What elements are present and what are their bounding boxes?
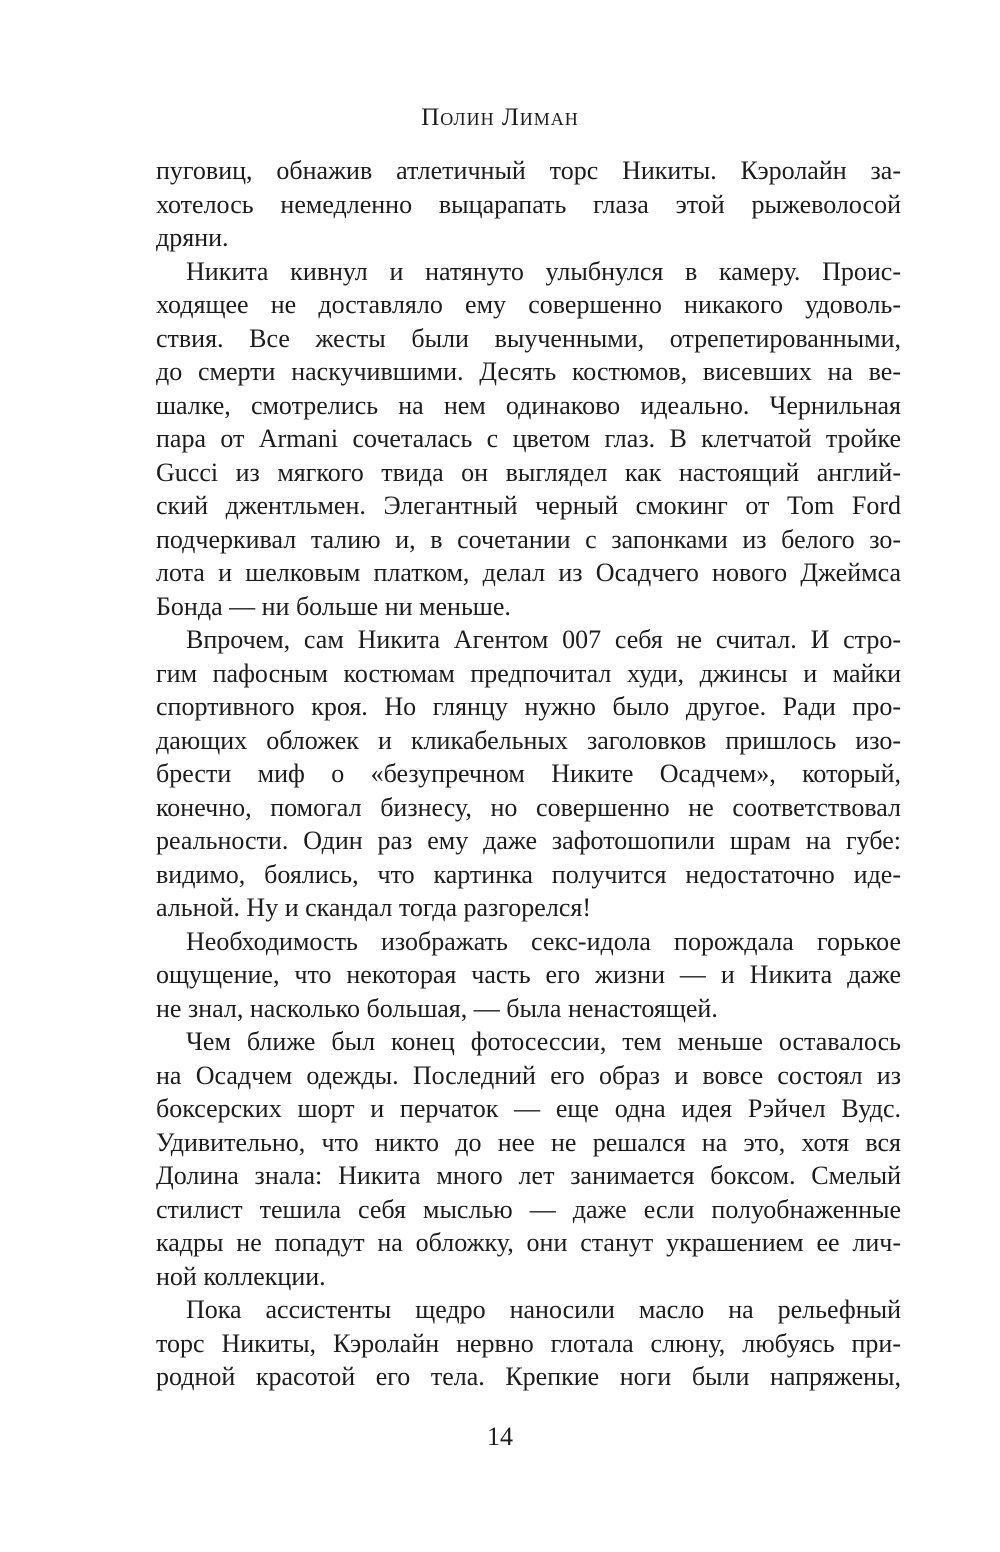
text-line: реальности. Один раз ему даже зафотошопили шрам на губе: [156,826,901,855]
text-line: дающих обложек и кликабельных заголовков пришлось изо- [156,725,901,755]
text-line: Gucci из мягкого твида он выглядел как настоящий англий- [156,457,901,487]
text-line: шалке, смотрелись на нем одинаково идеально. Чернильная [156,390,901,420]
text-line: ходящее не доставляло ему совершенно никакого удоволь- [156,290,901,319]
text-line: до смерти наскучившими. Десять костюмов, висевших на ве- [156,357,901,386]
text-line: Чем ближе был конец фотосессии, тем меньше оставалось [186,1027,901,1056]
text-line: дряни. [156,223,229,252]
running-header-author: Полин Лиман [421,104,579,131]
body-text [156,154,901,1394]
text-line: на Осадчем одежды. Последний его образ и вовсе состоял из [156,1060,901,1090]
text-line: кадры не попадут на обложку, они станут украшением ее лич- [156,1228,901,1257]
text-line: альной. Ну и скандал тогда разгорелся! [156,893,591,922]
text-line: брести миф о «безупречном Никите Осадчем», который, [156,759,901,788]
text-line: ский джентльмен. Элегантный черный смокинг от Tom Ford [156,491,901,520]
text-line: ощущение, что некоторая часть его жизни — и Никита даже [156,960,901,989]
text-line: стилист тешила себя мыслью — даже если полуобнаженные [156,1194,901,1224]
text-line: Пока ассистенты щедро наносили масло на рельефный [186,1295,901,1324]
text-line: пуговиц, обнажив атлетичный торс Никиты. Кэролайн за- [156,156,901,185]
text-line: ной коллекции. [156,1261,326,1291]
text-line: боксерских шорт и перчаток — еще одна идея Рэйчел Вудс. [156,1094,901,1123]
text-line: пара от Armani сочеталась с цветом глаз. В клетчатой тройке [156,424,901,453]
text-line: подчеркивал талию и, в сочетании с запонками из белого зо- [156,524,901,554]
page-number: 14 [487,1422,513,1451]
text-line: хотелось немедленно выцарапать глаза этой рыжеволосой [156,189,901,219]
text-line: ствия. Все жесты были выученными, отрепетированными, [156,323,901,353]
text-line: не знал, насколько большая, — была ненастоящей. [156,993,718,1023]
text-line: конечно, помогал бизнесу, но совершенно не соответствовал [156,792,901,822]
text-line: спортивного кроя. Но глянцу нужно было другое. Ради про- [156,692,901,721]
text-line: торс Никиты, Кэролайн нервно глотала слюну, любуясь при- [156,1328,901,1358]
text-line: родной красотой его тела. Крепкие ноги были напряжены, [156,1362,901,1391]
text-line: гим пафосным костюмам предпочитал худи, джинсы и майки [156,658,901,688]
text-line: Необходимость изображать секс-идола порождала горькое [186,926,901,956]
text-line: Никита кивнул и натянуто улыбнулся в камеру. Проис- [186,256,901,286]
text-line: Впрочем, сам Никита Агентом 007 себя не считал. И стро- [186,625,901,654]
text-line: Бонда — ни больше ни меньше. [156,591,511,621]
text-line: видимо, боялись, что картинка получится недостаточно иде- [156,859,901,889]
text-line: лота и шелковым платком, делал из Осадчего нового Джеймса [156,558,901,587]
text-line: Удивительно, что никто до нее не решался на это, хотя вся [156,1127,901,1157]
text-line: Долина знала: Никита много лет занимается боксом. Смелый [156,1161,901,1190]
